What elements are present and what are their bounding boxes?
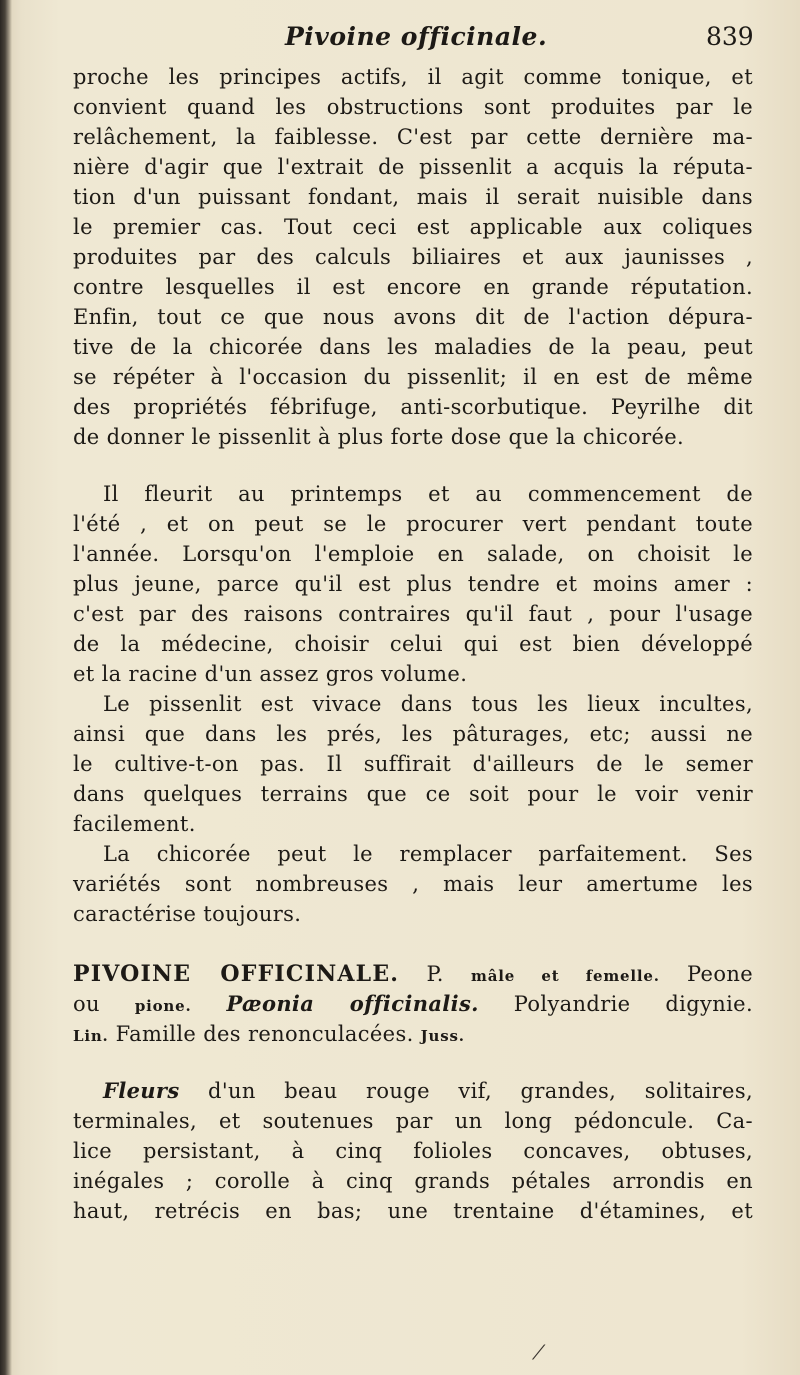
entry-heading-line (73, 959, 753, 989)
entry-space (192, 992, 227, 1016)
text-line: c'est par des raisons contraires qu'il faut , pour l'usage (73, 602, 753, 626)
running-head (0, 18, 800, 58)
text-line: contre lesquelles il est encore en grande réputation. (73, 275, 753, 299)
paragraph-gap (73, 452, 753, 479)
text-line: Le pissenlit est vivace dans tous les lieux incultes, (103, 692, 753, 716)
text-line: inégales ; corolle à cinq grands pétales arrondis en (73, 1169, 753, 1193)
text-line: Enfin, tout ce que nous avons dit de l'action dépura- (73, 305, 753, 329)
entry-author-linnaeus: Lin. (73, 1027, 109, 1045)
text-line: produites par des calculs biliaires et aux jaunisses , (73, 245, 753, 269)
entry-classification: Polyandrie digynie. (478, 992, 753, 1016)
page-number: 839 (706, 22, 754, 51)
text-line: nière d'agir que l'extrait de pissenlit a acquis la réputa- (73, 155, 753, 179)
text-line: le premier cas. Tout ceci est applicable aux coliques (73, 215, 753, 239)
text-line: de la médecine, choisir celui qui est bien développé (73, 632, 753, 656)
entry-latin-name: Pæonia officinalis. (226, 991, 479, 1016)
text-line: lice persistant, à cinq folioles concaves, obtuses, (73, 1139, 753, 1163)
text-line: le cultive-t-on pas. Il suffirait d'ailleurs de le semer (73, 752, 753, 776)
text-line: et la racine d'un assez gros volume. (73, 662, 468, 686)
text-line: proche les principes actifs, il agit comme tonique, et (73, 65, 753, 89)
text-line: dans quelques terrains que ce soit pour le voir venir (73, 782, 753, 806)
text-line: convient quand les obstructions sont produites par le (73, 95, 753, 119)
text-line: ainsi que dans les prés, les pâturages, etc; aussi ne (73, 722, 753, 746)
entry-latin-line (73, 989, 753, 1019)
stray-pencil-mark: ⁄ (537, 1340, 541, 1364)
entry-family-line (73, 1019, 753, 1049)
text-line: Il fleurit au printemps et au commencement de (103, 482, 753, 506)
entry-heading: PIVOINE OFFICINALE. (73, 961, 400, 987)
paragraph-continuation (73, 62, 753, 452)
text-line: de donner le pissenlit à plus forte dose que la chicorée. (73, 425, 685, 449)
text-line: tive de la chicorée dans les maladies de la peau, peut (73, 335, 753, 359)
entry-family: Famille des renonculacées. (108, 1022, 421, 1046)
paragraph-flowering (73, 479, 753, 689)
text-line: terminales, et soutenues par un long pédoncule. Ca- (73, 1109, 753, 1133)
text-line: des propriétés fébrifuge, anti-scorbutique. Peyrilhe dit (73, 395, 753, 419)
page-binding-edge (0, 0, 12, 1375)
text-line: plus jeune, parce qu'il est plus tendre et moins amer : (73, 572, 753, 596)
lead-word: Fleurs (103, 1078, 180, 1103)
entry-heading-block (73, 959, 753, 1049)
running-head-title: Pivoine officinale. (285, 22, 548, 51)
entry-author-jussieu: Juss. (420, 1027, 465, 1045)
text-line: se répéter à l'occasion du pissenlit; il en est de même (73, 365, 753, 389)
text-line: variétés sont nombreuses , mais leur amertume les (73, 872, 753, 896)
lead-rest: d'un beau rouge vif, grandes, solitaires, (179, 1079, 753, 1103)
text-line: l'année. Lorsqu'on l'emploie en salade, on choisit le (73, 542, 753, 566)
text-line: caractérise toujours. (73, 902, 302, 926)
entry-variant: mâle et femelle. (471, 967, 660, 985)
text-line (73, 1076, 753, 1106)
section-gap (73, 929, 753, 959)
paragraph-description (73, 1076, 753, 1226)
text-line: relâchement, la faiblesse. C'est par cette dernière ma- (73, 125, 753, 149)
paragraph-gap (73, 1049, 753, 1076)
entry-conjunction: ou (73, 992, 135, 1016)
text-line: l'été , et on peut se le procurer vert pendant toute (73, 512, 753, 536)
text-line: facilement. (73, 812, 196, 836)
entry-synonym-2: pione. (134, 997, 192, 1015)
entry-synonym: Peone (659, 962, 753, 986)
paragraph-habitat (73, 689, 753, 839)
text-line: La chicorée peut le remplacer parfaitement. Ses (103, 842, 753, 866)
text-line: haut, retrécis en bas; une trentaine d'étamines, et (73, 1199, 753, 1223)
text-line: tion d'un puissant fondant, mais il serait nuisible dans (73, 185, 753, 209)
text-block (73, 62, 753, 1226)
entry-abbrev: P. (399, 962, 472, 986)
paragraph-substitute (73, 839, 753, 929)
